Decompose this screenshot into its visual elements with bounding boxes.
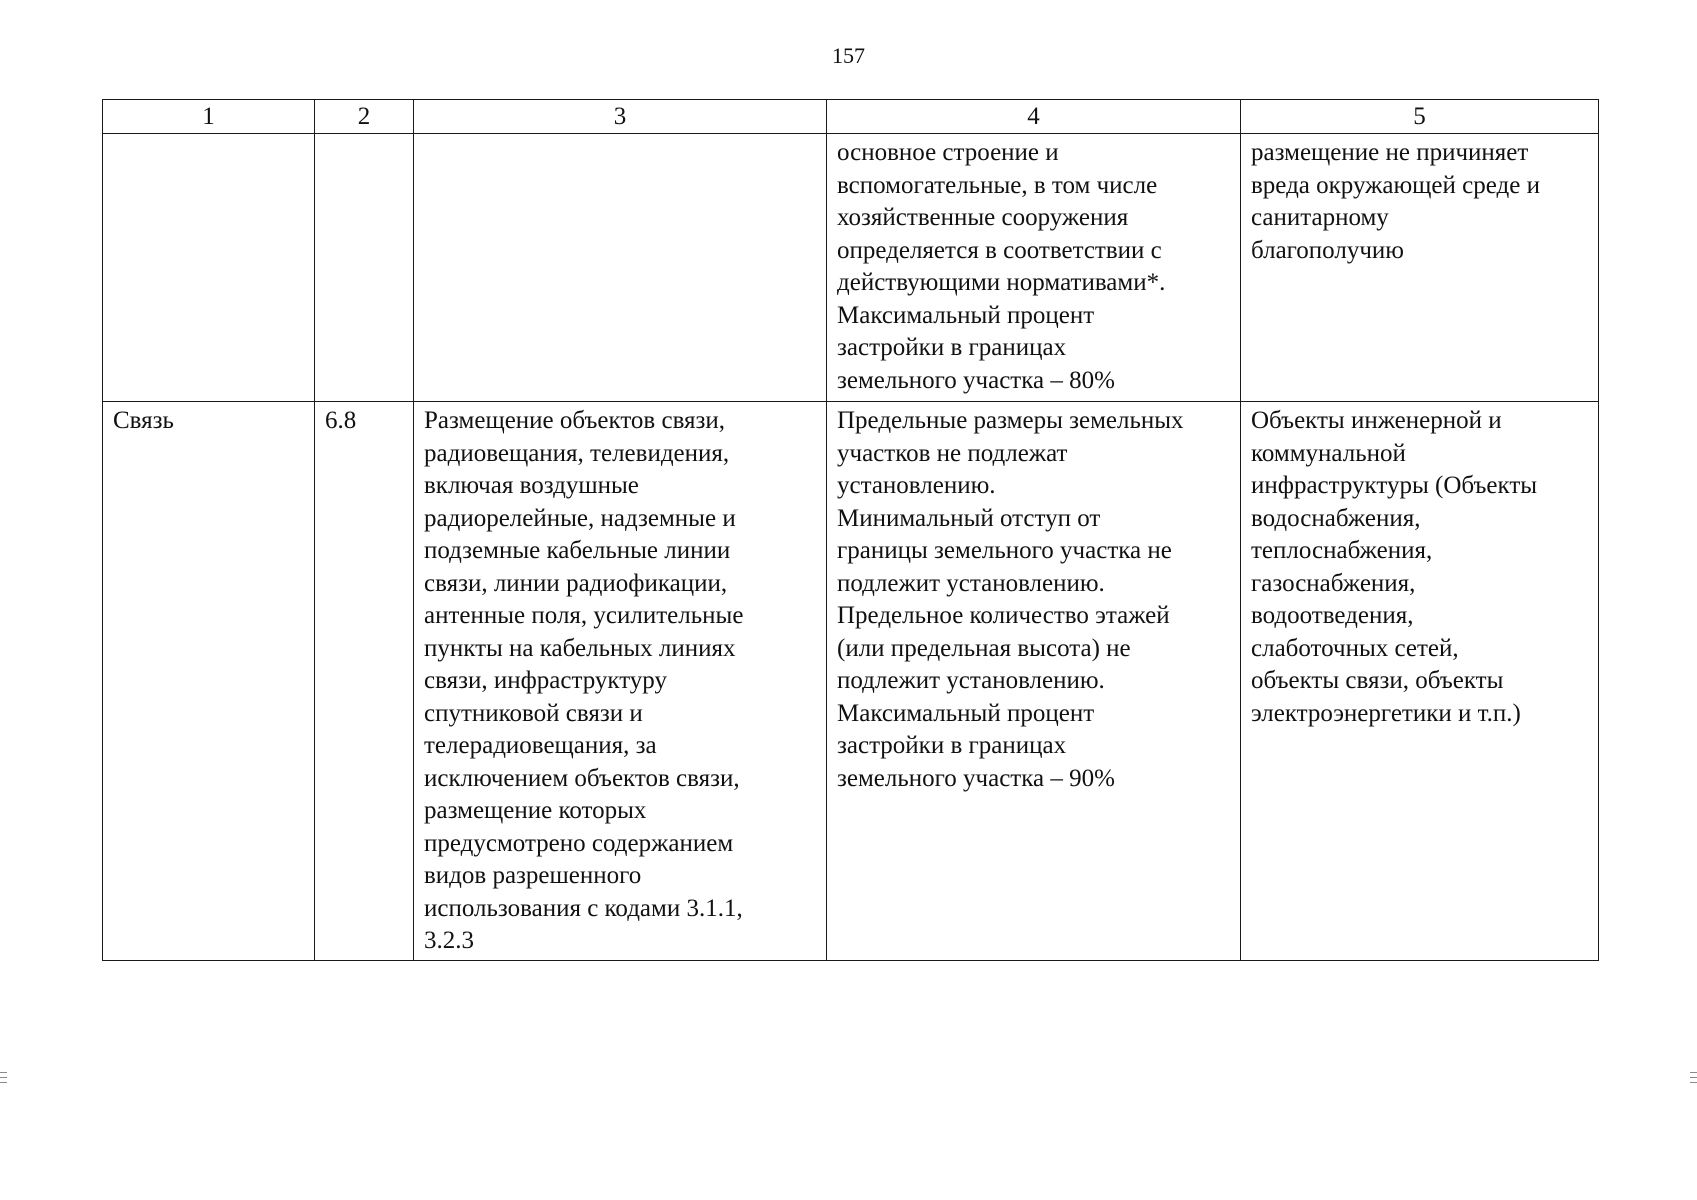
- table-row: [103, 134, 1599, 402]
- table-header-row: [103, 100, 1599, 134]
- use-type-name: Связь: [103, 402, 315, 961]
- right-margin-marker: [1690, 1072, 1697, 1094]
- column-header-5: 5: [1241, 100, 1599, 134]
- column-header-4: 4: [827, 100, 1241, 134]
- column-header-3: 3: [414, 100, 827, 134]
- use-type-parameters: Предельные размеры земельных участков не подлежат установлению. Минимальный отступ от границы земельного участка не подлежит установлению. Предельное количество этажей (или предельная высота) не подлежит установлению. Максимальный процент застройки в границах земельного участка – 90%: [827, 402, 1241, 961]
- table-cell: основное строение и вспомогательные, в том числе хозяйственные сооружения определяется в соответствии с действующими нормативами*. Максимальный процент застройки в границах земельного участка – 80%: [827, 134, 1241, 402]
- left-margin-marker: [0, 1072, 8, 1094]
- use-type-description: Размещение объектов связи, радиовещания, телевидения, включая воздушные радиорелейные, надземные и подземные кабельные линии связи, линии радиофикации, антенные поля, усилительные пункты на кабельных линиях связи, инфраструктуру спутниковой связи и телерадиовещания, за исключением объектов связи, размещение которых предусмотрено содержанием видов разрешенного использования с кодами 3.1.1, 3.2.3: [414, 402, 827, 961]
- column-header-1: 1: [103, 100, 315, 134]
- table-cell: размещение не причиняет вреда окружающей среде и санитарному благополучию: [1241, 134, 1599, 402]
- table-cell: [315, 134, 414, 402]
- column-header-2: 2: [315, 100, 414, 134]
- table-cell: [103, 134, 315, 402]
- use-type-code: 6.8: [315, 402, 414, 961]
- table-row: [103, 402, 1599, 961]
- page-number: 157: [832, 43, 865, 68]
- use-type-auxiliary: Объекты инженерной и коммунальной инфраструктуры (Объекты водоснабжения, теплоснабжения, газоснабжения, водоотведения, слаботочных сетей, объекты связи, объекты электроэнергетики и т.п.): [1241, 402, 1599, 961]
- table-cell: [414, 134, 827, 402]
- regulations-table: [102, 99, 1599, 961]
